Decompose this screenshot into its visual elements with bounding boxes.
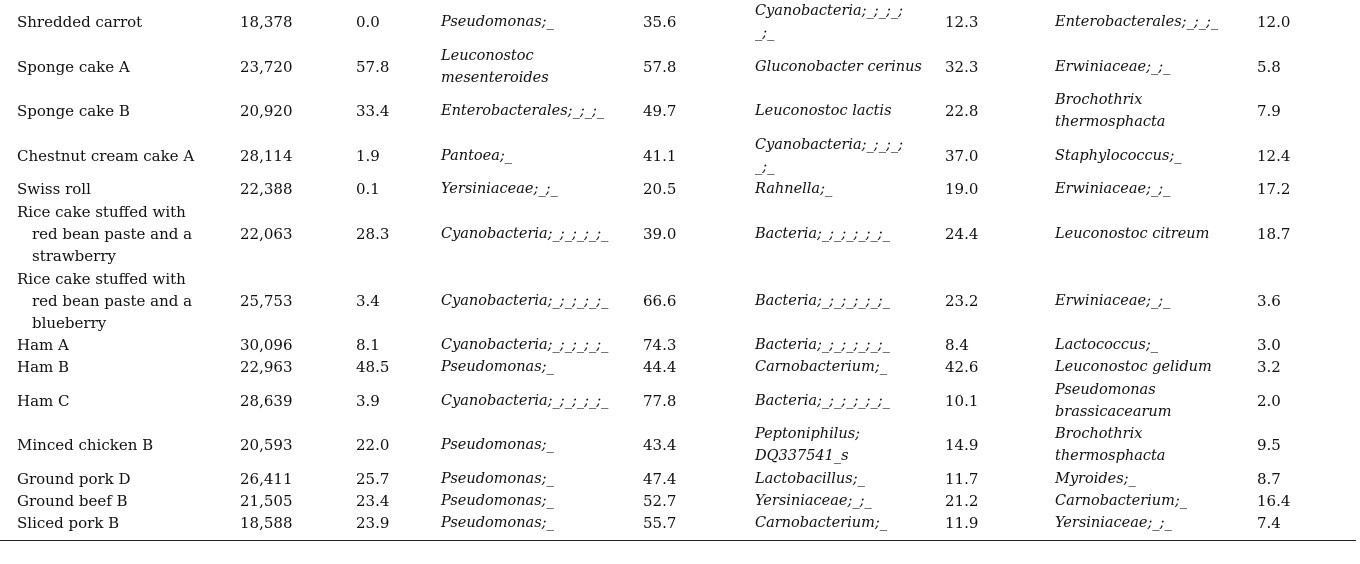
top3-taxon-cell xyxy=(1055,512,1245,534)
food-sample-cell xyxy=(17,434,222,456)
percentage-cell: 1.9 xyxy=(356,147,380,165)
top2-taxon-cell xyxy=(755,134,930,178)
table-row xyxy=(0,356,1360,378)
top3-taxon-cell-line: Leuconostoc gelidum xyxy=(1055,359,1212,375)
top2-abundance-cell: 21.2 xyxy=(945,492,979,510)
top3-abundance-cell: 16.4 xyxy=(1257,492,1291,510)
percentage-cell: 3.9 xyxy=(356,392,380,410)
top3-taxon-cell-line: Myroides;_ xyxy=(1055,471,1136,487)
top1-taxon-cell-line: Pseudomonas;_ xyxy=(441,14,554,30)
top1-taxon-cell xyxy=(441,468,631,490)
top3-taxon-cell xyxy=(1055,178,1245,200)
top1-taxon-cell xyxy=(441,490,631,512)
top1-taxon-cell-line: Pseudomonas;_ xyxy=(441,515,554,531)
top2-taxon-cell xyxy=(755,490,930,512)
top1-taxon-cell xyxy=(441,100,631,122)
top3-taxon-cell-line: Erwiniaceae;_;_ xyxy=(1055,181,1171,197)
top3-taxon-cell-line: Carnobacterium;_ xyxy=(1055,493,1187,509)
top3-abundance-cell: 17.2 xyxy=(1257,180,1291,198)
top2-abundance-cell: 8.4 xyxy=(945,336,969,354)
top1-taxon-cell xyxy=(441,390,631,412)
top2-taxon-cell-line: Bacteria;_;_;_;_;_;_ xyxy=(755,393,890,409)
top1-taxon-cell-line: Pseudomonas;_ xyxy=(441,437,554,453)
percentage-cell: 28.3 xyxy=(356,225,390,243)
top1-abundance-cell: 74.3 xyxy=(643,336,677,354)
food-sample-cell-line: Rice cake stuffed with xyxy=(17,203,186,221)
top3-abundance-cell: 12.4 xyxy=(1257,147,1291,165)
table-row xyxy=(0,89,1360,133)
top3-taxon-cell xyxy=(1055,379,1245,423)
top2-taxon-cell-line: Carnobacterium;_ xyxy=(755,359,887,375)
top3-taxon-cell xyxy=(1055,468,1245,490)
top2-abundance-cell: 24.4 xyxy=(945,225,979,243)
food-sample-cell-line: Ground beef B xyxy=(17,492,128,510)
percentage-cell: 8.1 xyxy=(356,336,380,354)
top2-abundance-cell: 11.7 xyxy=(945,470,979,488)
top2-taxon-cell xyxy=(755,390,930,412)
percentage-cell: 25.7 xyxy=(356,470,390,488)
top1-taxon-cell-line: Yersiniaceae;_;_ xyxy=(441,181,558,197)
top1-abundance-cell: 57.8 xyxy=(643,58,677,76)
food-sample-cell xyxy=(17,100,222,122)
top1-taxon-cell-line: Enterobacterales;_;_;_ xyxy=(441,103,605,119)
top1-taxon-cell xyxy=(441,45,631,89)
top2-taxon-cell-line: Bacteria;_;_;_;_;_;_ xyxy=(755,337,890,353)
food-sample-cell-line: Sliced pork B xyxy=(17,514,120,532)
table-row xyxy=(0,467,1360,490)
top2-abundance-cell: 10.1 xyxy=(945,392,979,410)
food-sample-cell-line: Sponge cake A xyxy=(17,58,130,76)
top2-abundance-cell: 19.0 xyxy=(945,180,979,198)
top3-abundance-cell: 3.6 xyxy=(1257,292,1281,310)
top3-abundance-cell: 8.7 xyxy=(1257,470,1281,488)
percentage-cell: 23.9 xyxy=(356,514,390,532)
top1-taxon-cell-line: Cyanobacteria;_;_;_;_;_ xyxy=(441,337,609,353)
table-row xyxy=(0,178,1360,200)
top3-abundance-cell: 12.0 xyxy=(1257,13,1291,31)
top2-taxon-cell xyxy=(755,56,930,78)
top1-taxon-cell-line: Leuconostoc xyxy=(441,48,534,64)
top3-abundance-cell: 7.9 xyxy=(1257,102,1281,120)
food-sample-cell-line: Shredded carrot xyxy=(17,13,143,31)
top2-taxon-cell xyxy=(755,468,930,490)
top3-taxon-cell-line: Brochothrix xyxy=(1055,92,1143,108)
top3-taxon-cell-line: brassicacearum xyxy=(1055,404,1172,420)
food-sample-cell xyxy=(17,334,222,356)
percentage-cell: 0.1 xyxy=(356,180,380,198)
top3-taxon-cell-line: Leuconostoc citreum xyxy=(1055,226,1210,242)
table-bottom-rule xyxy=(0,540,1356,541)
top3-abundance-cell: 18.7 xyxy=(1257,225,1291,243)
top2-taxon-cell xyxy=(755,423,930,467)
top3-taxon-cell xyxy=(1055,56,1245,78)
top2-taxon-cell xyxy=(755,0,930,44)
top3-taxon-cell xyxy=(1055,89,1245,133)
top1-taxon-cell xyxy=(441,178,631,200)
read-count-cell: 30,096 xyxy=(240,336,293,354)
food-sample-cell xyxy=(17,512,222,534)
top2-taxon-cell-line: DQ337541_s xyxy=(755,448,849,464)
read-count-cell: 23,720 xyxy=(240,58,293,76)
food-sample-cell xyxy=(17,56,222,78)
top1-abundance-cell: 49.7 xyxy=(643,102,677,120)
table-row xyxy=(0,378,1360,423)
table-row xyxy=(0,133,1360,178)
table-row xyxy=(0,423,1360,467)
top1-taxon-cell xyxy=(441,334,631,356)
top3-taxon-cell-line: Lactococcus;_ xyxy=(1055,337,1158,353)
top3-abundance-cell: 9.5 xyxy=(1257,436,1281,454)
top1-abundance-cell: 41.1 xyxy=(643,147,677,165)
top3-abundance-cell: 7.4 xyxy=(1257,514,1281,532)
top2-abundance-cell: 42.6 xyxy=(945,358,979,376)
table-row xyxy=(0,0,1360,44)
top2-taxon-cell xyxy=(755,290,930,312)
top1-abundance-cell: 66.6 xyxy=(643,292,677,310)
top1-taxon-cell-line: Cyanobacteria;_;_;_;_;_ xyxy=(441,393,609,409)
food-sample-cell-line: strawberry xyxy=(32,247,116,265)
top2-taxon-cell-line: _;_ xyxy=(755,25,775,41)
top1-taxon-cell xyxy=(441,11,631,33)
top3-taxon-cell-line: thermosphacta xyxy=(1055,448,1166,464)
top2-taxon-cell-line: Lactobacillus;_ xyxy=(755,471,865,487)
food-sample-cell xyxy=(17,356,222,378)
food-sample-cell-line: Chestnut cream cake A xyxy=(17,147,195,165)
food-sample-cell-line: Minced chicken B xyxy=(17,436,154,454)
top1-abundance-cell: 43.4 xyxy=(643,436,677,454)
top1-taxon-cell xyxy=(441,356,631,378)
food-sample-cell xyxy=(17,390,222,412)
food-sample-cell xyxy=(17,145,222,167)
top3-taxon-cell-line: Erwiniaceae;_;_ xyxy=(1055,59,1171,75)
top3-taxon-cell xyxy=(1055,490,1245,512)
top1-taxon-cell xyxy=(441,434,631,456)
top2-taxon-cell-line: Leuconostoc lactis xyxy=(755,103,892,119)
top2-abundance-cell: 11.9 xyxy=(945,514,979,532)
food-sample-cell-line: Swiss roll xyxy=(17,180,91,198)
top2-abundance-cell: 37.0 xyxy=(945,147,979,165)
food-sample-cell-line: Ham C xyxy=(17,392,70,410)
read-count-cell: 25,753 xyxy=(240,292,293,310)
top3-taxon-cell-line: Staphylococcus;_ xyxy=(1055,148,1182,164)
top2-taxon-cell-line: Rahnella;_ xyxy=(755,181,833,197)
top2-taxon-cell xyxy=(755,223,930,245)
top1-taxon-cell-line: Pantoea;_ xyxy=(441,148,513,164)
top3-taxon-cell-line: Pseudomonas xyxy=(1055,382,1156,398)
table-row xyxy=(0,200,1360,267)
top1-taxon-cell xyxy=(441,290,631,312)
read-count-cell: 20,920 xyxy=(240,102,293,120)
top1-abundance-cell: 44.4 xyxy=(643,358,677,376)
top3-taxon-cell xyxy=(1055,423,1245,467)
read-count-cell: 18,378 xyxy=(240,13,293,31)
top2-taxon-cell xyxy=(755,512,930,534)
table-row xyxy=(0,44,1360,89)
read-count-cell: 21,505 xyxy=(240,492,293,510)
top2-abundance-cell: 12.3 xyxy=(945,13,979,31)
food-sample-cell-line: Sponge cake B xyxy=(17,102,130,120)
food-sample-cell xyxy=(17,11,222,33)
top3-abundance-cell: 3.2 xyxy=(1257,358,1281,376)
top1-abundance-cell: 77.8 xyxy=(643,392,677,410)
top2-taxon-cell-line: Carnobacterium;_ xyxy=(755,515,887,531)
food-sample-cell xyxy=(17,268,222,334)
food-sample-cell-line: blueberry xyxy=(32,314,107,332)
read-count-cell: 26,411 xyxy=(240,470,293,488)
percentage-cell: 48.5 xyxy=(356,358,390,376)
top3-abundance-cell: 2.0 xyxy=(1257,392,1281,410)
percentage-cell: 22.0 xyxy=(356,436,390,454)
top1-taxon-cell xyxy=(441,512,631,534)
read-count-cell: 22,063 xyxy=(240,225,293,243)
top1-abundance-cell: 52.7 xyxy=(643,492,677,510)
food-sample-cell xyxy=(17,178,222,200)
top3-taxon-cell xyxy=(1055,223,1245,245)
top1-abundance-cell: 20.5 xyxy=(643,180,677,198)
top2-abundance-cell: 32.3 xyxy=(945,58,979,76)
top3-taxon-cell xyxy=(1055,11,1245,33)
top3-taxon-cell-line: Yersiniaceae;_;_ xyxy=(1055,515,1172,531)
table-row xyxy=(0,267,1360,334)
top1-taxon-cell-line: Pseudomonas;_ xyxy=(441,471,554,487)
percentage-cell: 23.4 xyxy=(356,492,390,510)
table-row xyxy=(0,334,1360,356)
food-sample-cell-line: red bean paste and a xyxy=(32,292,193,310)
percentage-cell: 33.4 xyxy=(356,102,390,120)
top2-abundance-cell: 14.9 xyxy=(945,436,979,454)
top3-taxon-cell-line: Enterobacterales;_;_;_ xyxy=(1055,14,1219,30)
top2-taxon-cell-line: Peptoniphilus; xyxy=(755,426,861,442)
food-sample-cell xyxy=(17,201,222,267)
read-count-cell: 28,639 xyxy=(240,392,293,410)
top3-taxon-cell-line: Erwiniaceae;_;_ xyxy=(1055,293,1171,309)
top3-taxon-cell-line: thermosphacta xyxy=(1055,114,1166,130)
food-sample-cell-line: Ground pork D xyxy=(17,470,131,488)
top2-abundance-cell: 22.8 xyxy=(945,102,979,120)
read-count-cell: 22,963 xyxy=(240,358,293,376)
top1-abundance-cell: 47.4 xyxy=(643,470,677,488)
percentage-cell: 0.0 xyxy=(356,13,380,31)
top1-taxon-cell xyxy=(441,223,631,245)
top1-taxon-cell-line: Cyanobacteria;_;_;_;_;_ xyxy=(441,226,609,242)
top1-taxon-cell xyxy=(441,145,631,167)
top2-taxon-cell-line: Bacteria;_;_;_;_;_;_ xyxy=(755,226,890,242)
top2-taxon-cell-line: _;_ xyxy=(755,159,775,175)
top3-taxon-cell xyxy=(1055,145,1245,167)
top2-taxon-cell xyxy=(755,100,930,122)
table-row xyxy=(0,490,1360,512)
top2-taxon-cell-line: Bacteria;_;_;_;_;_;_ xyxy=(755,293,890,309)
read-count-cell: 22,388 xyxy=(240,180,293,198)
top1-abundance-cell: 55.7 xyxy=(643,514,677,532)
food-sample-cell xyxy=(17,468,222,490)
top2-taxon-cell xyxy=(755,178,930,200)
top1-taxon-cell-line: mesenteroides xyxy=(441,70,549,86)
top3-abundance-cell: 3.0 xyxy=(1257,336,1281,354)
percentage-cell: 3.4 xyxy=(356,292,380,310)
top2-taxon-cell xyxy=(755,334,930,356)
food-sample-cell-line: red bean paste and a xyxy=(32,225,193,243)
top3-taxon-cell xyxy=(1055,356,1245,378)
percentage-cell: 57.8 xyxy=(356,58,390,76)
top2-taxon-cell-line: Cyanobacteria;_;_;_; xyxy=(755,3,903,19)
food-sample-cell-line: Rice cake stuffed with xyxy=(17,270,186,288)
read-count-cell: 28,114 xyxy=(240,147,293,165)
top1-abundance-cell: 39.0 xyxy=(643,225,677,243)
top1-abundance-cell: 35.6 xyxy=(643,13,677,31)
food-sample-cell-line: Ham B xyxy=(17,358,70,376)
top3-abundance-cell: 5.8 xyxy=(1257,58,1281,76)
top1-taxon-cell-line: Cyanobacteria;_;_;_;_;_ xyxy=(441,293,609,309)
food-sample-cell-line: Ham A xyxy=(17,336,69,354)
top2-taxon-cell-line: Yersiniaceae;_;_ xyxy=(755,493,872,509)
top2-taxon-cell-line: Gluconobacter cerinus xyxy=(755,59,922,75)
top2-taxon-cell xyxy=(755,356,930,378)
top2-abundance-cell: 23.2 xyxy=(945,292,979,310)
food-sample-cell xyxy=(17,490,222,512)
top1-taxon-cell-line: Pseudomonas;_ xyxy=(441,359,554,375)
table-row xyxy=(0,512,1360,534)
top1-taxon-cell-line: Pseudomonas;_ xyxy=(441,493,554,509)
top3-taxon-cell xyxy=(1055,290,1245,312)
read-count-cell: 20,593 xyxy=(240,436,293,454)
top3-taxon-cell-line: Brochothrix xyxy=(1055,426,1143,442)
top2-taxon-cell-line: Cyanobacteria;_;_;_; xyxy=(755,137,903,153)
top3-taxon-cell xyxy=(1055,334,1245,356)
read-count-cell: 18,588 xyxy=(240,514,293,532)
